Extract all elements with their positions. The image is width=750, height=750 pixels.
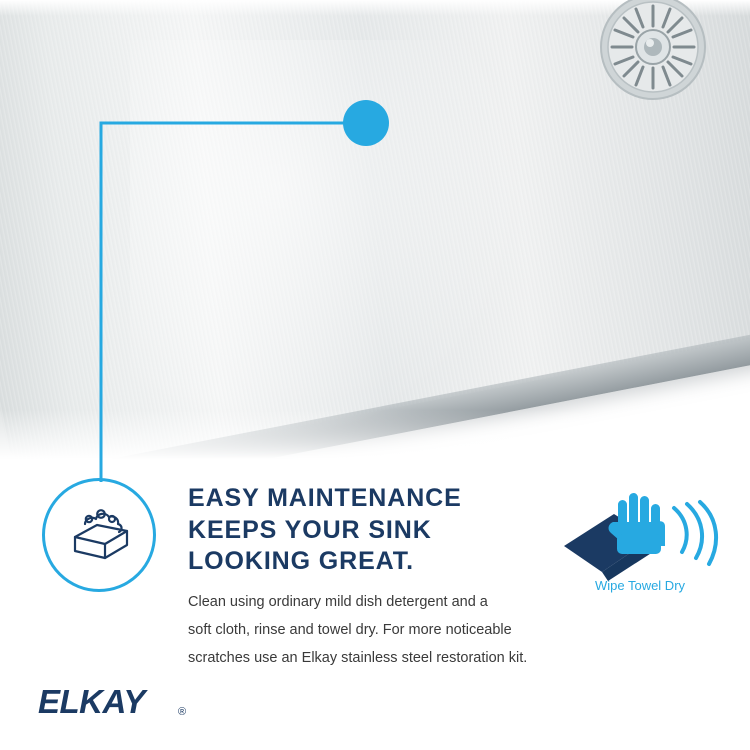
callout-dot — [343, 100, 389, 146]
logo-registered-mark: ® — [178, 706, 187, 718]
sponge-icon — [45, 481, 153, 589]
body-line-2: soft cloth, rinse and towel dry. For more noticeable — [188, 621, 512, 638]
sink-drain-strainer-icon — [598, 0, 708, 102]
elkay-logo — [38, 684, 208, 724]
body-copy — [188, 589, 568, 672]
body-line-3: scratches use an Elkay stainless steel restoration kit. — [188, 649, 528, 666]
sponge-icon-circle — [42, 478, 156, 592]
body-line-1: Clean using ordinary mild dish detergent and a — [188, 594, 488, 610]
headline-line-3: LOOKING GREAT. — [188, 547, 415, 575]
page-title — [188, 483, 558, 578]
hand-with-towel-icon — [556, 486, 724, 586]
photo-bottom-fade — [0, 410, 750, 470]
headline-line-2: KEEPS YOUR SINK — [188, 515, 432, 544]
headline-line-1: EASY MAINTENANCE — [188, 484, 462, 512]
wipe-caption: Wipe Towel Dry — [594, 578, 686, 593]
logo-wordmark: ELKAY — [38, 684, 145, 720]
